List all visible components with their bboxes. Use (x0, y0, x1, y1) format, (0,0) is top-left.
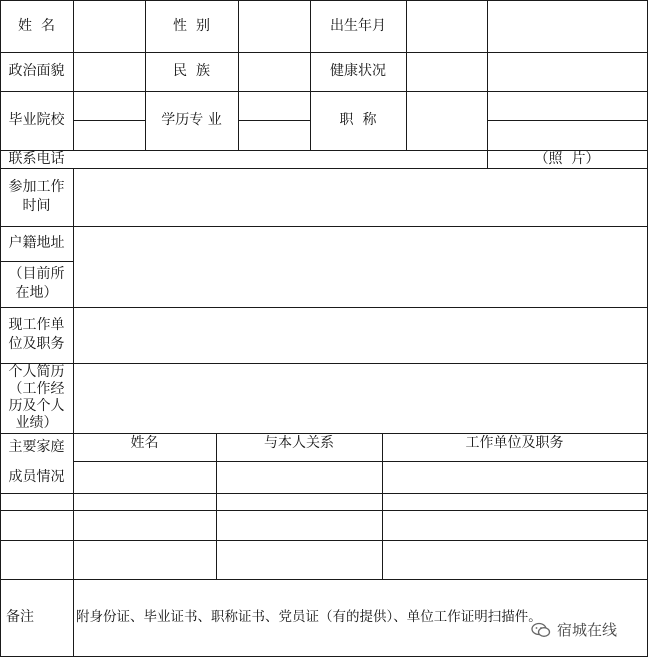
title-field[interactable] (407, 92, 487, 150)
name-field[interactable] (74, 1, 145, 52)
family-name-cell[interactable] (74, 462, 216, 493)
grid-line (73, 120, 145, 121)
political-field[interactable] (74, 53, 145, 91)
family-relation-cell[interactable] (217, 462, 382, 493)
address-field[interactable] (74, 227, 647, 307)
health-label: 健康状况 (330, 63, 386, 79)
family-work-cell[interactable] (383, 462, 647, 493)
family-column-header: 工作单位及职务 (465, 434, 564, 451)
major-label: 学历专 业 (161, 112, 222, 128)
work-start-field[interactable] (74, 169, 647, 226)
watermark-text: 宿城在线 (557, 621, 618, 639)
school-label: 毕业院校 (8, 112, 65, 128)
gender-field[interactable] (239, 1, 310, 52)
health-field[interactable] (407, 53, 487, 91)
birth-field[interactable] (407, 1, 487, 52)
family-relation-cell[interactable] (217, 494, 382, 510)
grid-line (238, 120, 310, 121)
household-label: 户籍地址 (8, 235, 65, 251)
name-label: 姓 名 (18, 17, 55, 34)
major-field[interactable] (239, 92, 310, 120)
family-label-continued: 成员情况 (8, 468, 65, 485)
gender-label: 性 别 (173, 17, 210, 34)
political-label: 政治面貌 (8, 63, 65, 79)
work-start-label: 参加工作 时间 (8, 179, 65, 214)
family-name-cell[interactable] (74, 511, 216, 540)
ethnicity-label: 民 族 (173, 63, 210, 79)
family-relation-cell[interactable] (217, 541, 382, 579)
family-work-cell[interactable] (383, 494, 647, 510)
current-job-field[interactable] (74, 308, 647, 363)
title-label: 职 称 (339, 112, 377, 128)
family-column-header: 与本人关系 (264, 434, 334, 451)
resume-label: 个人简历 （工作经 历及个人 业绩） (8, 364, 65, 431)
phone-field[interactable] (74, 151, 487, 168)
photo-placeholder[interactable] (488, 1, 647, 150)
current-job-label: 现工作单 位及职务 (8, 317, 65, 352)
remarks-text: 附身份证、毕业证书、职称证书、党员证（有的提供）、单位工作证明扫描件。 (76, 608, 542, 625)
watermark (531, 619, 617, 640)
phone-label: 联系电话 (8, 150, 65, 167)
family-relation-cell[interactable] (217, 511, 382, 540)
family-label: 主要家庭 (8, 438, 65, 455)
family-work-cell[interactable] (383, 541, 647, 579)
birth-label: 出生年月 (330, 17, 386, 34)
current-address-label: （目前所 在地） (8, 266, 65, 301)
resume-field[interactable] (74, 364, 647, 433)
family-work-cell[interactable] (383, 511, 647, 540)
family-name-cell[interactable] (74, 541, 216, 579)
school-field[interactable] (74, 92, 145, 120)
ethnicity-field[interactable] (239, 53, 310, 91)
grid-line (0, 579, 648, 580)
photo-label: （照 片） (534, 150, 600, 167)
family-name-cell[interactable] (74, 494, 216, 510)
family-column-header: 姓名 (130, 434, 159, 451)
remarks-label: 备注 (6, 609, 34, 625)
wechat-bubble-icon (531, 622, 551, 638)
